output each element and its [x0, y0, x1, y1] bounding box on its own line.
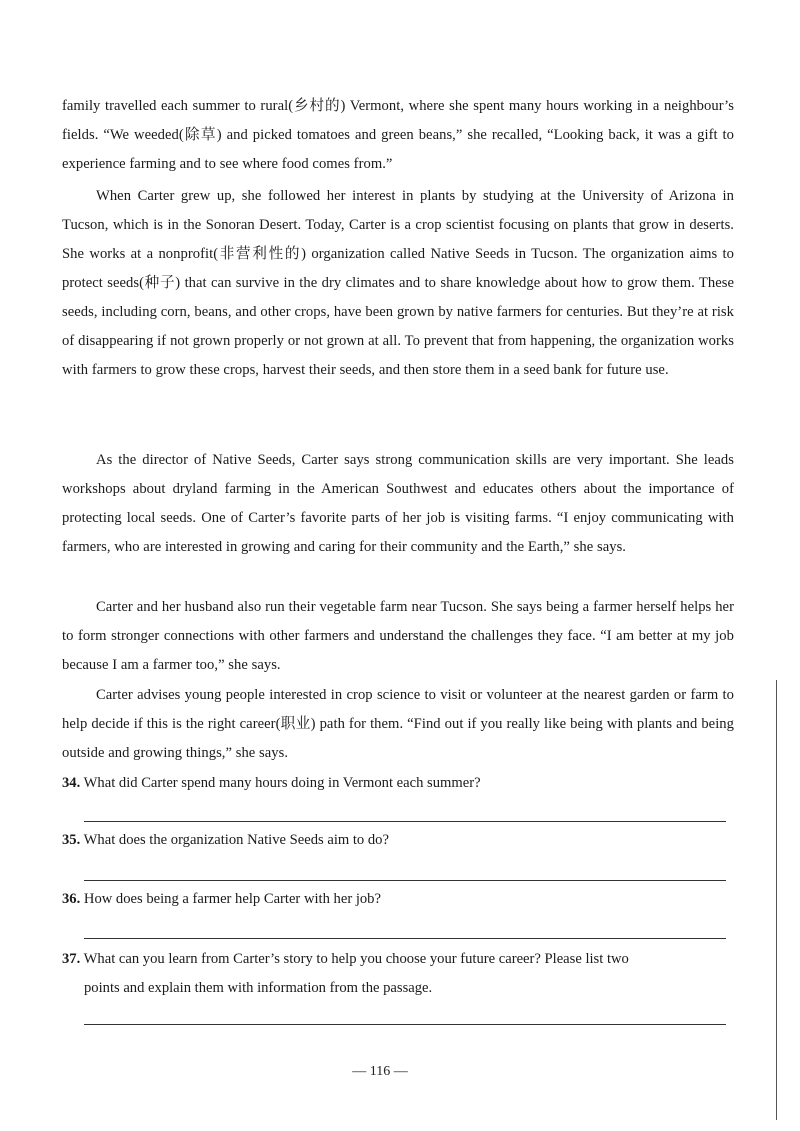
question-36 [62, 885, 734, 914]
passage-paragraph-5: Carter advises young people interested in crop science to visit or volunteer at the nearest garden or farm to help decide if this is the right career(职业) path for them. “Find out if you really like being with plants and being outside and growing things,” she says. [62, 687, 734, 761]
answer-line-36[interactable] [84, 938, 726, 939]
binding-edge-line [776, 680, 777, 1120]
question-35 [62, 826, 734, 855]
page-number: — 116 — [352, 1064, 408, 1079]
passage-paragraph-1: family travelled each summer to rural(乡村的) Vermont, where she spent many hours working in a neighbour’s fields. “We weeded(除草) and picked tomatoes and green beans,” she recalled, “Looking back, it was a gift to experience farming and to see where food comes from.” [62, 98, 734, 172]
answer-line-34[interactable] [84, 821, 726, 822]
answer-line-35[interactable] [84, 880, 726, 881]
question-text-continued: points and explain them with information from the passage. [84, 980, 433, 996]
question-text: What did Carter spend many hours doing in Vermont each summer? [83, 775, 481, 791]
question-text: How does being a farmer help Carter with her job? [83, 891, 381, 907]
question-34 [62, 769, 734, 798]
question-number: 36. [62, 891, 81, 907]
question-text: What can you learn from Carter’s story to help you choose your future career? Please list two [83, 951, 629, 967]
question-37 [62, 945, 734, 1003]
question-number: 34. [62, 775, 81, 791]
passage-paragraph-4: Carter and her husband also run their vegetable farm near Tucson. She says being a farmer herself helps her to form stronger connections with other farmers and understand the challenges they face. “I am better at my job because I am a farmer too,” she says. [62, 599, 734, 673]
question-text: What does the organization Native Seeds aim to do? [83, 832, 389, 848]
answer-line-37[interactable] [84, 1024, 726, 1025]
passage-paragraph-2: When Carter grew up, she followed her interest in plants by studying at the University of Arizona in Tucson, which is in the Sonoran Desert. Today, Carter is a crop scientist focusing on plants that grow in deserts. She works at a nonprofit(非营利性的) organization called Native Seeds in Tucson. The organization aims to protect seeds(种子) that can survive in the dry climates and to share knowledge about how to grow them. These seeds, including corn, beans, and other crops, have been grown by native farmers for centuries. But they’re at risk of disappearing if not grown properly or not grown at all. To prevent that from happening, the organization works with farmers to grow these crops, harvest their seeds, and then store them in a seed bank for future use. [62, 188, 734, 378]
passage-paragraph-3: As the director of Native Seeds, Carter says strong communication skills are very important. She leads workshops about dryland farming in the American Southwest and educates others about the importance of protecting local seeds. One of Carter’s favorite parts of her job is visiting farms. “I enjoy communicating with farmers, who are interested in growing and caring for their community and the Earth,” she says. [62, 452, 734, 555]
question-number: 37. [62, 951, 81, 967]
question-number: 35. [62, 832, 81, 848]
